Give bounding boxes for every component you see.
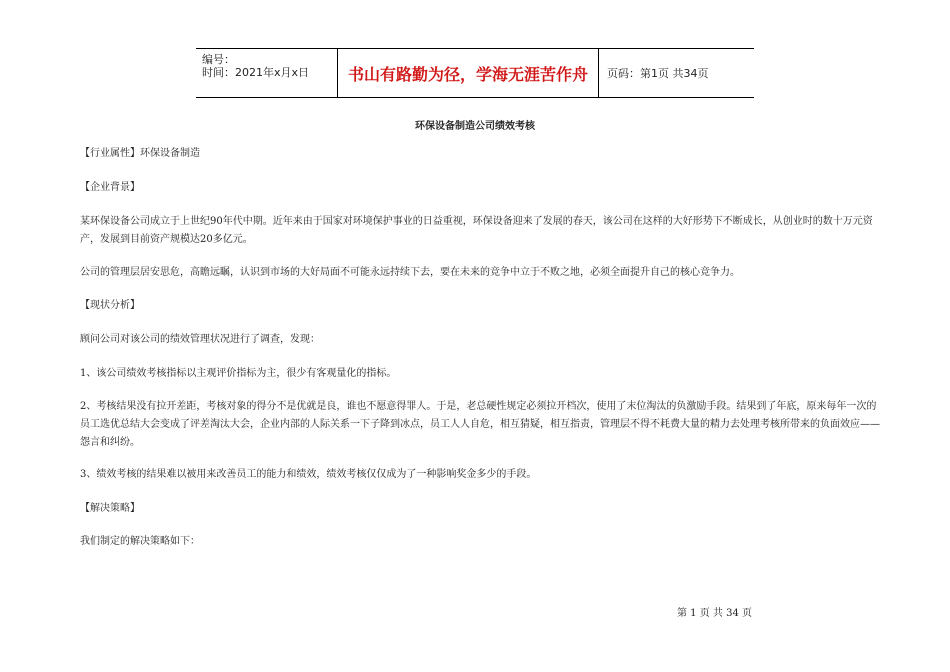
- header-table: [196, 48, 754, 98]
- serial-number-label: 编号：: [202, 53, 235, 66]
- paragraph-strategy-intro: 我们制定的解决策略如下：: [80, 536, 200, 547]
- paragraph-status-heading: 【现状分析】: [80, 300, 140, 311]
- header-motto: 书山有路勤为径，学海无涯苦作舟: [338, 49, 599, 97]
- paragraph-finding-3: 3、绩效考核的结果难以被用来改善员工的能力和绩效，绩效考核仅仅成为了一种影响奖金多少的手段。: [80, 469, 537, 480]
- document-title: 环保设备制造公司绩效考核: [415, 121, 535, 132]
- header-page-info: 页码：第1页 共34页: [607, 67, 709, 80]
- paragraph-finding-1: 1、该公司绩效考核指标以主观评价指标为主，很少有客观量化的指标。: [80, 368, 397, 379]
- paragraph-background: 某环保设备公司成立于上世纪90年代中期。近年来由于国家对环境保护事业的日益重视，环保设备迎来了发展的春天，该公司在这样的大好形势下不断成长，从创业时的数十万元资产，发展到目前资产规模达20多亿元。: [80, 216, 873, 245]
- paragraph-background-heading: 【企业背景】: [80, 182, 140, 193]
- paragraph-industry: 【行业属性】环保设备制造: [80, 148, 200, 159]
- paragraph-management: 公司的管理层居安思危，高瞻远瞩，认识到市场的大好局面不可能永远持续下去，要在未来的竞争中立于不败之地，必须全面提升自己的核心竞争力。: [80, 267, 740, 278]
- paragraph-finding-2: 2、考核结果没有拉开差距，考核对象的得分不是优就是良，谁也不愿意得罪人。于是，老总硬性规定必须拉开档次，使用了末位淘汰的负激励手段。结果到了年底，原来每年一次的员工选优总结大会变成了评差淘汰大会，企业内部的人际关系一下子降到冰点，员工人人自危，相互猜疑，相互指责，管理层不得不耗费大量的精力去处理考核所带来的负面效应——怨言和纠纷。: [80, 401, 880, 448]
- date-line: 时间：2021年x月x日: [202, 66, 310, 79]
- paragraph-strategy-heading: 【解决策略】: [80, 503, 140, 514]
- paragraph-survey: 顾问公司对该公司的绩效管理状况进行了调查，发现：: [80, 334, 320, 345]
- header-left-cell: [196, 49, 338, 97]
- page-footer: 第 1 页 共 34 页: [677, 608, 752, 619]
